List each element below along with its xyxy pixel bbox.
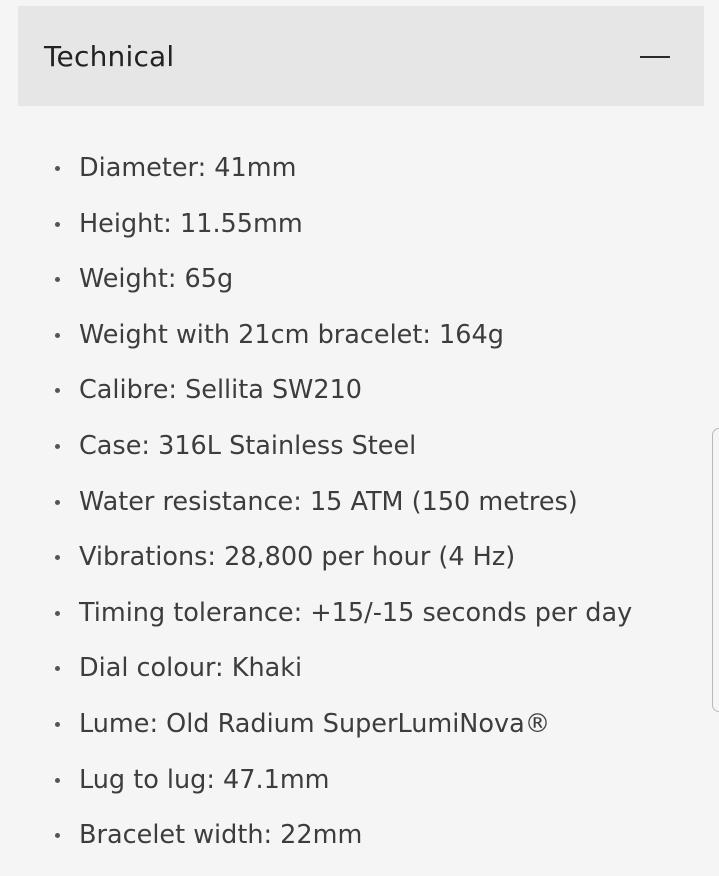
minus-icon[interactable] bbox=[640, 56, 670, 58]
spec-text: Lug to lug: 47.1mm bbox=[79, 764, 330, 795]
spec-text: Weight with 21cm bracelet: 164g bbox=[79, 319, 504, 350]
accordion-title: Technical bbox=[44, 40, 175, 73]
spec-item-dial-colour bbox=[0, 641, 719, 697]
spec-item-lume bbox=[0, 697, 719, 753]
spec-item-weight bbox=[0, 252, 719, 308]
spec-text: Weight: 65g bbox=[79, 264, 234, 295]
spec-item-lug-to-lug bbox=[0, 753, 719, 809]
spec-item-diameter bbox=[0, 141, 719, 197]
bullet-icon bbox=[55, 611, 60, 616]
spec-item-calibre bbox=[0, 363, 719, 419]
bullet-icon bbox=[55, 555, 60, 560]
scroll-handle[interactable] bbox=[712, 428, 719, 712]
bullet-icon bbox=[55, 666, 60, 671]
spec-text: Water resistance: 15 ATM (150 metres) bbox=[79, 486, 578, 517]
spec-item-weight-with-bracelet bbox=[0, 308, 719, 364]
spec-item-case bbox=[0, 419, 719, 475]
bullet-icon bbox=[55, 388, 60, 393]
technical-spec-list bbox=[0, 141, 719, 864]
spec-text: Height: 11.55mm bbox=[79, 208, 303, 239]
bullet-icon bbox=[55, 333, 60, 338]
spec-text: Calibre: Sellita SW210 bbox=[79, 375, 363, 406]
spec-item-bracelet-width bbox=[0, 808, 719, 864]
spec-text: Dial colour: Khaki bbox=[79, 653, 303, 684]
spec-item-timing-tolerance bbox=[0, 586, 719, 642]
spec-item-vibrations bbox=[0, 530, 719, 586]
spec-text: Vibrations: 28,800 per hour (4 Hz) bbox=[79, 542, 516, 573]
bullet-icon bbox=[55, 166, 60, 171]
spec-text: Case: 316L Stainless Steel bbox=[79, 430, 417, 461]
bullet-icon bbox=[55, 722, 60, 727]
technical-accordion-header[interactable] bbox=[18, 6, 704, 106]
spec-text: Timing tolerance: +15/-15 seconds per day bbox=[79, 597, 633, 628]
spec-text: Diameter: 41mm bbox=[79, 153, 297, 183]
spec-text: Bracelet width: 22mm bbox=[79, 820, 363, 851]
bullet-icon bbox=[55, 444, 60, 449]
spec-item-height bbox=[0, 197, 719, 253]
bullet-icon bbox=[55, 778, 60, 783]
bullet-icon bbox=[55, 222, 60, 227]
bullet-icon bbox=[55, 277, 60, 282]
bullet-icon bbox=[55, 500, 60, 505]
spec-text: Lume: Old Radium SuperLumiNova® bbox=[79, 708, 551, 739]
bullet-icon bbox=[55, 833, 60, 838]
spec-item-water-resistance bbox=[0, 475, 719, 531]
